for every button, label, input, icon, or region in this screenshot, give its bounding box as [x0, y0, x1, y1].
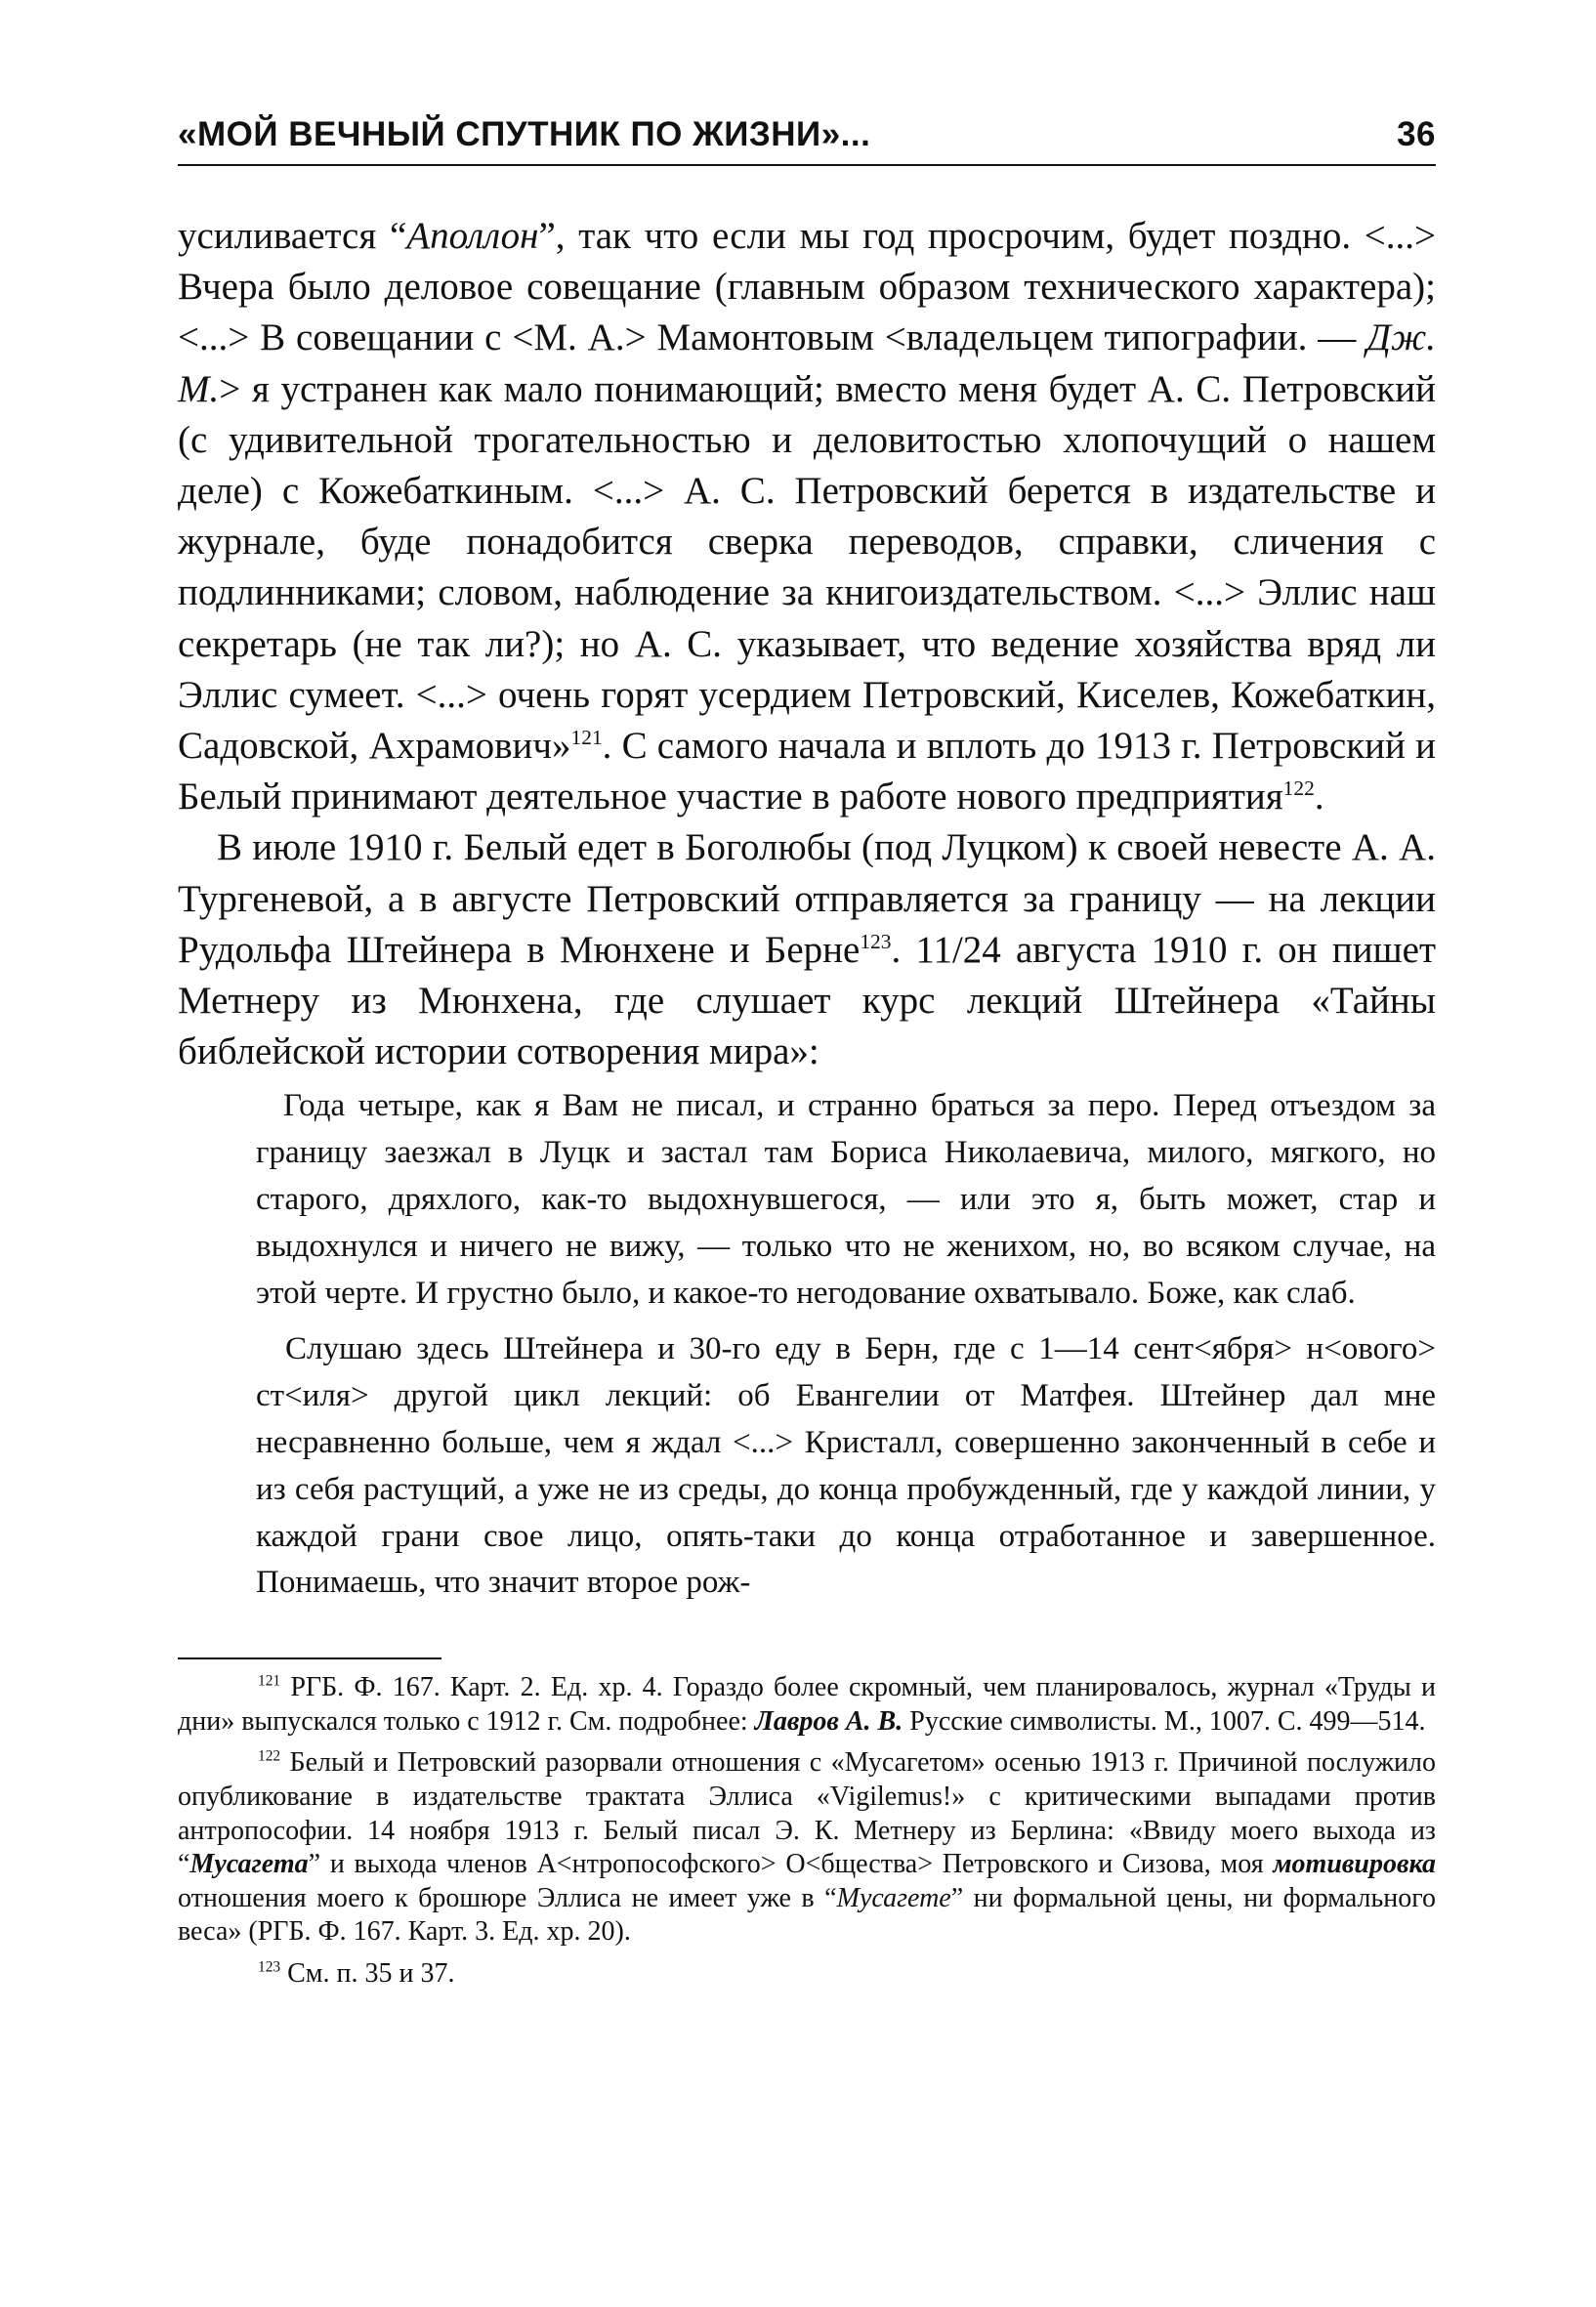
footnote-121 — [178, 1671, 1436, 1739]
footnote-ref-123[interactable]: 123 — [860, 929, 892, 953]
text-run: РГБ. Ф. 167. Карт. 2. Ед. хр. 4. Гораздо более скромный, чем планировалось, журнал «Труды и дни» выпускался только с 1912 г. См. подробнее: — [178, 1672, 1436, 1737]
text-run: ” и выхода членов А<нтропософского> О<бщества> Петровского и Сизова, моя — [308, 1849, 1274, 1880]
footnote-number: 122 — [258, 1748, 281, 1766]
italic-musageta: Мусагета — [189, 1849, 309, 1880]
text-run: отношения моего к брошюре Эллиса не имеет уже в “ — [178, 1882, 837, 1913]
text-run: Белый и Петровский разорвали отношения с «Мусагетом» осенью 1913 г. Причиной послужило опубликование в издательстве трактата Эллиса «Vigilemus!» с критическими выпадами против антропософии. 14 ноября 1913 г. Белый писал Э. К. Метнеру из Берлина: «Ввиду моего выхода из “ — [178, 1747, 1436, 1880]
main-text — [178, 211, 1436, 1077]
quote-paragraph-2: Слушаю здесь Штейнера и 30-го еду в Берн, где с 1—14 сент<ября> н<ового> ст<иля> другой цикл лекций: об Евангелии от Матфея. Штейнер дал мне несравненно больше, чем я ждал <...> Кристалл, совершенно законченный в себе и из себя растущий, а уже не из среды, до конца пробужденный, где у каждой линии, у каждой грани свое лицо, опять-таки до конца отработанное и завершенное. Понимаешь, что значит второе рож- — [256, 1331, 1436, 1601]
italic-musagete: Мусагете — [836, 1882, 951, 1913]
running-head-title: «МОЙ ВЕЧНЫЙ СПУТНИК ПО ЖИЗНИ»... — [178, 115, 871, 153]
text-run: . — [1314, 776, 1324, 818]
paragraph-1 — [178, 211, 1436, 822]
footnote-number: 123 — [258, 1958, 281, 1976]
footnotes — [178, 1671, 1436, 1991]
quote-paragraph-1: Года четыре, как я Вам не писал, и странно браться за перо. Перед отъездом за границу заезжал в Луцк и застал там Бориса Николаевича, милого, мягкого, но старого, дряхлого, как-то выдохнувшегося, — или это я, быть может, стар и выдохнулся и ничего не вижу, — только что не женихом, но, во всяком случае, на этой черте. И грустно было, и какое-то негодование охватывало. Боже, как слаб. — [256, 1088, 1436, 1311]
footnote-123 — [178, 1957, 1436, 1992]
page-number: 36 — [1397, 115, 1436, 153]
text-run: См. п. 35 и 37. — [280, 1957, 455, 1989]
footnote-divider — [178, 1657, 441, 1659]
text-run: . С самого начала и вплоть до 1913 г. Петровский и Белый принимают деятельное участие в работе нового предприятия — [178, 725, 1436, 818]
text-run: > я устранен как мало понимающий; вместо меня будет А. С. Петровский (с удивительной трогательностью и деловитостью хлопочущий о нашем деле) с Кожебаткиным. <...> А. С. Петровский берется в издательстве и журнале, буде понадобится сверка переводов, справки, сличения с подлинниками; словом, наблюдение за книгоиздательством. <...> Эллис наш секретарь (не так ли?); но А. С. указывает, что ведение хозяйства вряд ли Эллис сумеет. <...> очень горят усердием Петровский, Киселев, Кожебаткин, Садовской, Ахрамович» — [178, 367, 1436, 768]
italic-apollon: Аполлон — [406, 215, 539, 257]
footnote-122 — [178, 1746, 1436, 1950]
text-run: ”, так что если мы год просрочим, будет поздно. <...> Вчера было деловое совещание (главным образом технического характера); <...> В совещании с <М. А.> Мамонтовым <владельцем типографии. — — [178, 215, 1436, 359]
italic-author: Лавров А. В. — [754, 1705, 903, 1737]
italic-editor-initials: Дж. М. — [178, 316, 1436, 410]
running-head — [178, 115, 1436, 166]
italic-motivirovka: мотивировка — [1273, 1849, 1436, 1880]
paragraph-2 — [178, 822, 1436, 1077]
letter-quote — [256, 1083, 1436, 1607]
footnote-ref-121[interactable]: 121 — [570, 726, 603, 750]
text-run: ” ни формальной цены, ни формального веса» (РГБ. Ф. 167. Карт. 3. Ед. хр. 20). — [178, 1882, 1437, 1948]
book-page — [178, 115, 1436, 1992]
text-run: В июле 1910 г. Белый едет в Боголюбы (под Луцком) к своей невесте А. А. Тургеневой, а в августе Петровский отправляется за границу — на лекции Рудольфа Штейнера в Мюнхене и Берне — [178, 826, 1436, 971]
text-run: Русские символисты. М., 1007. С. 499—514. — [903, 1705, 1426, 1737]
text-run: . 11/24 августа 1910 г. он пишет Метнеру из Мюнхена, где слушает курс лекций Штейнера «Тайны библейской истории сотворения мира»: — [178, 928, 1436, 1073]
footnote-ref-122[interactable]: 122 — [1282, 776, 1315, 801]
footnote-number: 121 — [258, 1672, 281, 1690]
text-run: усиливается “ — [178, 215, 407, 257]
